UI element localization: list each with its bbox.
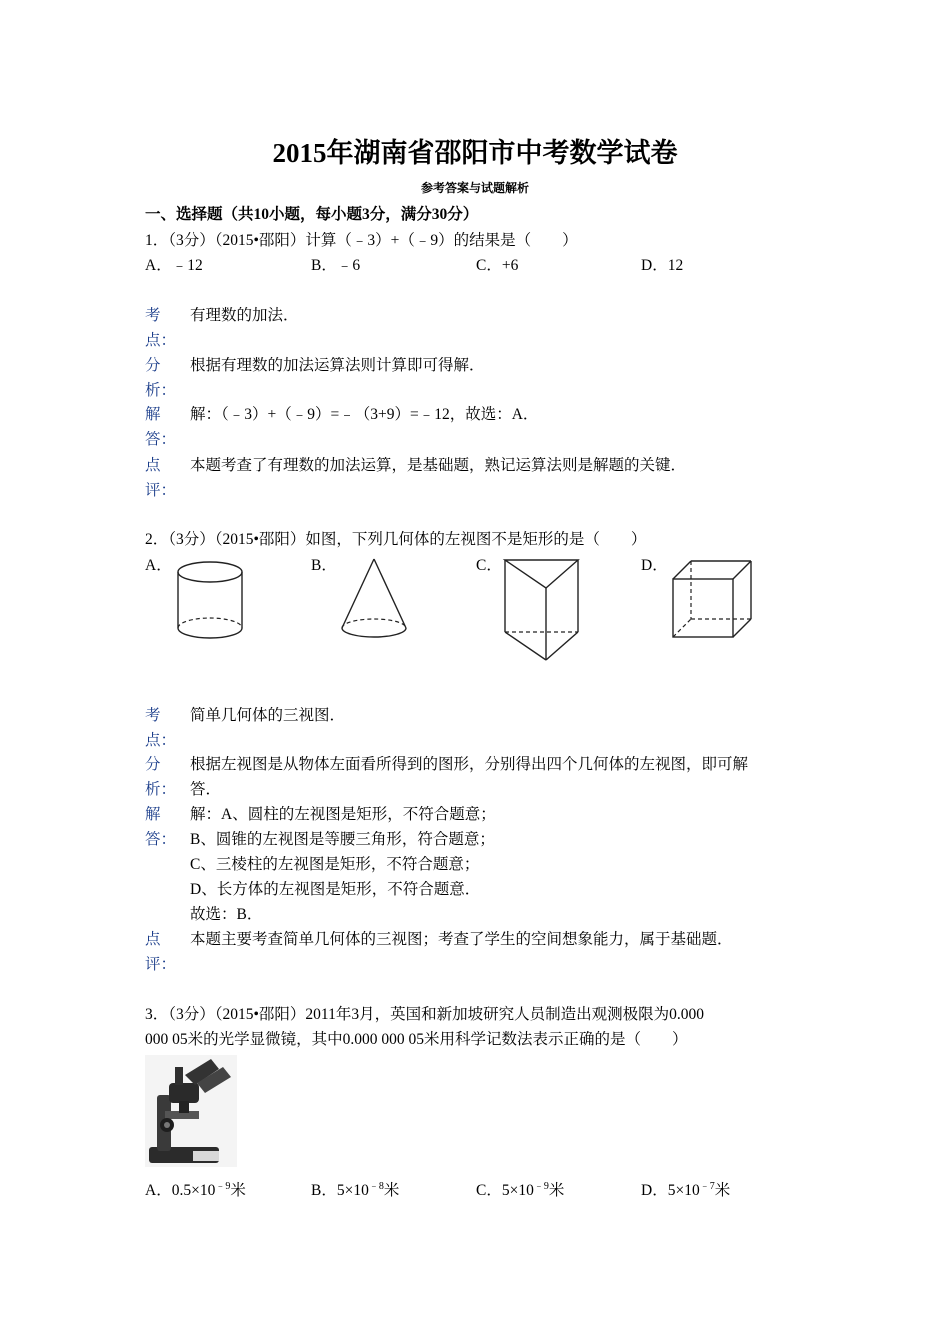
- q1-dianping: 本题考查了有理数的加法运算，是基础题，熟记运算法则是解题的关键．: [190, 457, 687, 474]
- q2-jieda-label-1: 解: [145, 806, 161, 823]
- q2-fenxi-line-2: 答．: [190, 781, 222, 798]
- q2-dianping: 本题主要考查简单几何体的三视图；考查了学生的空间想象能力，属于基础题．: [190, 931, 733, 948]
- q2-kaodian-label-1: 考: [145, 707, 161, 724]
- q1-kaodian-label-1: 考: [145, 307, 161, 324]
- page-title: 2015年湖南省邵阳市中考数学试卷: [272, 138, 678, 168]
- q2-fenxi-label-2: 析：: [145, 781, 177, 798]
- section-heading: 一、选择题（共10小题，每小题3分，满分30分）: [145, 206, 479, 223]
- q2-jieda-line-5: 故选：B．: [190, 906, 263, 923]
- q2-kaodian-label-2: 点：: [145, 732, 177, 749]
- q2-dianping-label-2: 评：: [145, 956, 177, 973]
- q1-jieda-label-2: 答：: [145, 431, 177, 448]
- q2-option-c: C．: [476, 557, 502, 574]
- q1-kaodian-label-2: 点：: [145, 332, 177, 349]
- microscope-image: [145, 1055, 237, 1167]
- q1-dianping-label-1: 点: [145, 457, 161, 474]
- q1-fenxi-label-1: 分: [145, 357, 161, 374]
- cone-figure: [336, 555, 412, 641]
- q1-stem: 1．（3分）（2015•邵阳）计算（﹣3）+（﹣9）的结果是（ ）: [145, 232, 578, 249]
- q2-stem: 2．（3分）（2015•邵阳）如图，下列几何体的左视图不是矩形的是（ ）: [145, 531, 647, 548]
- q2-jieda-line-1: 解：A、圆柱的左视图是矩形，不符合题意；: [190, 806, 496, 823]
- q2-option-a: A．: [145, 557, 172, 574]
- q2-jieda-line-2: B、圆锥的左视图是等腰三角形，符合题意；: [190, 831, 495, 848]
- q1-option-c: C．+6: [476, 257, 519, 274]
- q3-option-b: B．$5\times 10^{﹣8}$米: [311, 1181, 400, 1199]
- q1-kaodian: 有理数的加法．: [190, 307, 299, 324]
- triangular-prism-figure: [500, 556, 586, 666]
- q2-option-b: B．: [311, 557, 337, 574]
- q3-stem-line-2: 000 05米的光学显微镜，其中0.000 000 05米用科学记数法表示正确的是（ ）: [145, 1031, 688, 1048]
- q1-option-d: D．12: [641, 257, 684, 274]
- q2-jieda-line-4: D、长方体的左视图是矩形，不符合题意．: [190, 881, 481, 898]
- q2-kaodian: 简单几何体的三视图．: [190, 707, 346, 724]
- q2-option-d: D．: [641, 557, 668, 574]
- q3-option-a: A．$0.5\times 10^{﹣9}$米: [145, 1181, 246, 1199]
- q1-option-b: B．﹣6: [311, 257, 361, 274]
- q2-jieda-label-2: 答：: [145, 831, 177, 848]
- q1-jieda-label-1: 解: [145, 406, 161, 423]
- q2-dianping-label-1: 点: [145, 931, 161, 948]
- q2-fenxi-line-1: 根据左视图是从物体左面看所得到的图形，分别得出四个几何体的左视图，即可解: [190, 756, 749, 773]
- q1-dianping-label-2: 评：: [145, 482, 177, 499]
- q1-fenxi-label-2: 析：: [145, 382, 177, 399]
- q3-stem-line-1: 3．（3分）（2015•邵阳）2011年3月，英国和新加坡研究人员制造出观测极限为0.000: [145, 1006, 704, 1023]
- q1-fenxi: 根据有理数的加法运算法则计算即可得解．: [190, 357, 485, 374]
- cylinder-figure: [172, 558, 248, 644]
- q2-fenxi-label-1: 分: [145, 756, 161, 773]
- q1-option-a: A．﹣12: [145, 257, 203, 274]
- q3-option-c: C．$5\times 10^{﹣9}$米: [476, 1181, 565, 1199]
- q3-option-d: D．$5\times 10^{﹣7}$米: [641, 1181, 731, 1199]
- cuboid-figure: [669, 557, 755, 643]
- q1-jieda: 解：（﹣3）+（﹣9）=﹣（3+9）=﹣12，故选：A．: [190, 406, 539, 423]
- page-subtitle: 参考答案与试题解析: [420, 181, 529, 195]
- q2-jieda-line-3: C、三棱柱的左视图是矩形，不符合题意；: [190, 856, 480, 873]
